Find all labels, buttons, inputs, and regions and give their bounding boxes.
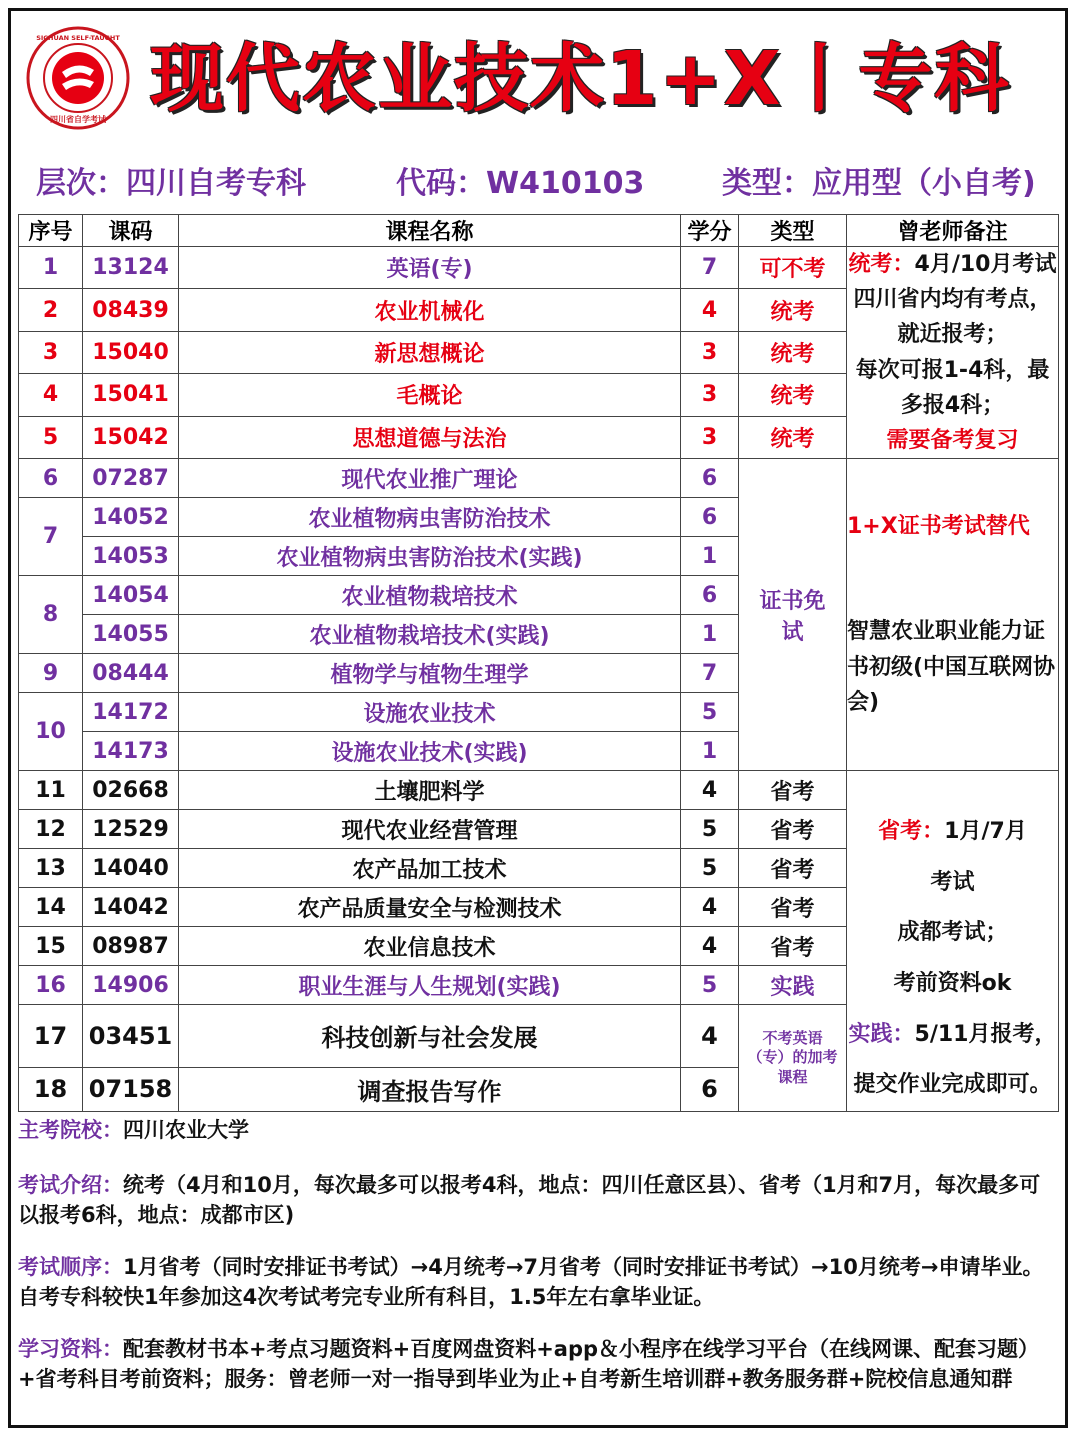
note-text: 成都考试； (897, 920, 1008, 946)
header-name: 课程名称 (179, 215, 681, 247)
row-credit: 5 (681, 810, 739, 849)
row-code: 08439 (83, 289, 179, 331)
row-no: 3 (19, 331, 83, 373)
row-credit: 4 (681, 771, 739, 810)
meta-code-label: 代码： (396, 166, 486, 201)
row-name: 思想道德与法治 (179, 416, 681, 458)
row-code: 15040 (83, 331, 179, 373)
row-name: 植物学与植物生理学 (179, 654, 681, 693)
row-no: 11 (19, 771, 83, 810)
sichuan-exam-logo (26, 26, 130, 130)
header-code: 课码 (83, 215, 179, 247)
row-no: 15 (19, 927, 83, 966)
row-name: 农业信息技术 (179, 927, 681, 966)
header-type: 类型 (739, 215, 847, 247)
header-note: 曾老师备注 (847, 215, 1059, 247)
row-code: 13124 (83, 247, 179, 289)
row-name: 农业植物病虫害防治技术(实践) (179, 537, 681, 576)
school-info (18, 1115, 1058, 1145)
row-code: 14052 (83, 498, 179, 537)
row-no: 17 (19, 1005, 83, 1068)
note-text: 1月/7月 (944, 819, 1027, 845)
meta-code-value: W410103 (486, 166, 645, 201)
row-code: 08987 (83, 927, 179, 966)
row-type: 统考 (739, 416, 847, 458)
row-code: 08444 (83, 654, 179, 693)
svg-text:四川省自学考试: 四川省自学考试 (50, 115, 106, 124)
note-certificate (847, 459, 1059, 771)
row-no: 6 (19, 459, 83, 498)
row-type: 省考 (739, 810, 847, 849)
order-info (18, 1252, 1058, 1313)
row-code: 14906 (83, 966, 179, 1005)
order-label: 考试顺序： (18, 1255, 123, 1279)
row-no: 13 (19, 849, 83, 888)
row-name: 职业生涯与人生规划(实践) (179, 966, 681, 1005)
row-code: 14054 (83, 576, 179, 615)
row-credit: 4 (681, 289, 739, 331)
table-row (19, 459, 1059, 498)
note-text: 考前资料ok (893, 970, 1012, 996)
row-name: 设施农业技术 (179, 693, 681, 732)
row-credit: 5 (681, 966, 739, 1005)
page-title: 现代农业技术1+X丨专科 (150, 36, 1011, 122)
row-no: 18 (19, 1067, 83, 1111)
extra-type: 不考英语（专）的加考课程 (739, 1005, 847, 1112)
note-text: 4月/10月考试 (914, 252, 1057, 277)
note-provincial-exam (847, 771, 1059, 1112)
row-credit: 6 (681, 1067, 739, 1111)
row-credit: 5 (681, 693, 739, 732)
row-name: 现代农业推广理论 (179, 459, 681, 498)
row-credit: 3 (681, 331, 739, 373)
row-no: 4 (19, 374, 83, 416)
row-credit: 4 (681, 1005, 739, 1068)
row-no: 12 (19, 810, 83, 849)
exam-label: 考试介绍： (18, 1173, 123, 1197)
school-label: 主考院校： (18, 1118, 123, 1142)
row-no: 9 (19, 654, 83, 693)
order-value: 1月省考（同时安排证书考试）→4月统考→7月省考（同时安排证书考试）→10月统考→申请毕业。自考专科较快1年参加这4次考试考完专业所有科目，1.5年左右拿毕业证。 (18, 1255, 1044, 1310)
meta-level-value: 四川自考专科 (126, 166, 306, 201)
note-text: 每次可报1-4科，最多报4科； (855, 357, 1050, 418)
row-code: 14053 (83, 537, 179, 576)
row-code: 15041 (83, 374, 179, 416)
row-credit: 3 (681, 374, 739, 416)
study-label: 学习资料： (18, 1337, 123, 1361)
row-name: 农业植物栽培技术 (179, 576, 681, 615)
row-code: 14040 (83, 849, 179, 888)
header-no: 序号 (19, 215, 83, 247)
row-credit: 1 (681, 615, 739, 654)
row-credit: 6 (681, 459, 739, 498)
row-name: 土壤肥料学 (179, 771, 681, 810)
row-name: 现代农业经营管理 (179, 810, 681, 849)
note-text: 智慧农业职业能力证书初级(中国互联网协会) (847, 619, 1056, 715)
row-name: 农业机械化 (179, 289, 681, 331)
row-type: 省考 (739, 888, 847, 927)
row-type: 统考 (739, 374, 847, 416)
row-code: 07287 (83, 459, 179, 498)
row-name: 农业植物栽培技术(实践) (179, 615, 681, 654)
row-no: 14 (19, 888, 83, 927)
row-name: 农业植物病虫害防治技术 (179, 498, 681, 537)
row-type: 实践 (739, 966, 847, 1005)
study-value: 配套教材书本+考点习题资料+百度网盘资料+app＆小程序在线学习平台（在线网课、配套习题）+省考科目考前资料；服务：曾老师一对一指导到毕业为止+自考新生培训群+教务服务群+院校信息通知群 (18, 1337, 1040, 1392)
row-credit: 1 (681, 537, 739, 576)
row-credit: 5 (681, 849, 739, 888)
note-text: 5/11月报考， (914, 1021, 1057, 1047)
row-name: 农产品加工技术 (179, 849, 681, 888)
meta-type-label: 类型： (722, 166, 812, 201)
cert-type: 证书免试 (739, 459, 847, 771)
row-code: 14173 (83, 732, 179, 771)
exam-info (18, 1170, 1058, 1231)
row-code: 12529 (83, 810, 179, 849)
row-name: 调查报告写作 (179, 1067, 681, 1111)
row-type: 可不考 (739, 247, 847, 289)
row-credit: 1 (681, 732, 739, 771)
table-row (19, 771, 1059, 810)
row-name: 毛概论 (179, 374, 681, 416)
table-header-row (19, 215, 1059, 247)
row-no: 16 (19, 966, 83, 1005)
row-code: 02668 (83, 771, 179, 810)
header-credit: 学分 (681, 215, 739, 247)
row-credit: 3 (681, 416, 739, 458)
note-hl: 实践： (848, 1021, 915, 1047)
exam-value: 统考（4月和10月，每次最多可以报考4科，地点：四川任意区县）、省考（1月和7月，每次最多可以报考6科，地点：成都市区) (18, 1173, 1041, 1228)
row-type: 省考 (739, 849, 847, 888)
row-credit: 4 (681, 888, 739, 927)
row-credit: 6 (681, 498, 739, 537)
note-text: 提交作业完成即可。 (853, 1072, 1052, 1098)
row-credit: 4 (681, 927, 739, 966)
meta-level-label: 层次： (36, 166, 126, 201)
row-code: 03451 (83, 1005, 179, 1068)
row-type: 省考 (739, 771, 847, 810)
note-hl: 省考： (878, 819, 945, 845)
row-credit: 7 (681, 654, 739, 693)
row-no: 2 (19, 289, 83, 331)
meta-type (722, 158, 1036, 202)
row-code: 14042 (83, 888, 179, 927)
svg-text:SICHUAN SELF-TAUGHT: SICHUAN SELF-TAUGHT (36, 34, 120, 42)
meta-level (36, 158, 306, 202)
row-type: 统考 (739, 289, 847, 331)
row-code: 15042 (83, 416, 179, 458)
row-code: 14055 (83, 615, 179, 654)
row-name: 科技创新与社会发展 (179, 1005, 681, 1068)
row-no: 5 (19, 416, 83, 458)
note-hl: 1+X证书考试替代 (847, 514, 1030, 540)
row-code: 14172 (83, 693, 179, 732)
row-name: 新思想概论 (179, 331, 681, 373)
table-row (19, 247, 1059, 289)
row-name: 设施农业技术(实践) (179, 732, 681, 771)
row-credit: 7 (681, 247, 739, 289)
course-table (18, 214, 1059, 1112)
note-unified-exam (847, 247, 1059, 459)
row-name: 农产品质量安全与检测技术 (179, 888, 681, 927)
row-name: 英语(专) (179, 247, 681, 289)
row-no: 1 (19, 247, 83, 289)
row-type: 统考 (739, 331, 847, 373)
note-text: 考试 (930, 869, 975, 895)
meta-type-value: 应用型（小自考) (812, 166, 1036, 201)
study-info (18, 1334, 1058, 1395)
row-no: 7 (19, 498, 83, 576)
row-no: 8 (19, 576, 83, 654)
row-no: 10 (19, 693, 83, 771)
row-type: 省考 (739, 927, 847, 966)
note-hl: 统考： (848, 252, 915, 277)
note-text: 四川省内均有考点，就近报考； (853, 287, 1052, 348)
school-value: 四川农业大学 (123, 1118, 249, 1142)
meta-code (396, 158, 644, 202)
row-code: 07158 (83, 1067, 179, 1111)
row-credit: 6 (681, 576, 739, 615)
note-hl: 需要备考复习 (886, 427, 1019, 453)
